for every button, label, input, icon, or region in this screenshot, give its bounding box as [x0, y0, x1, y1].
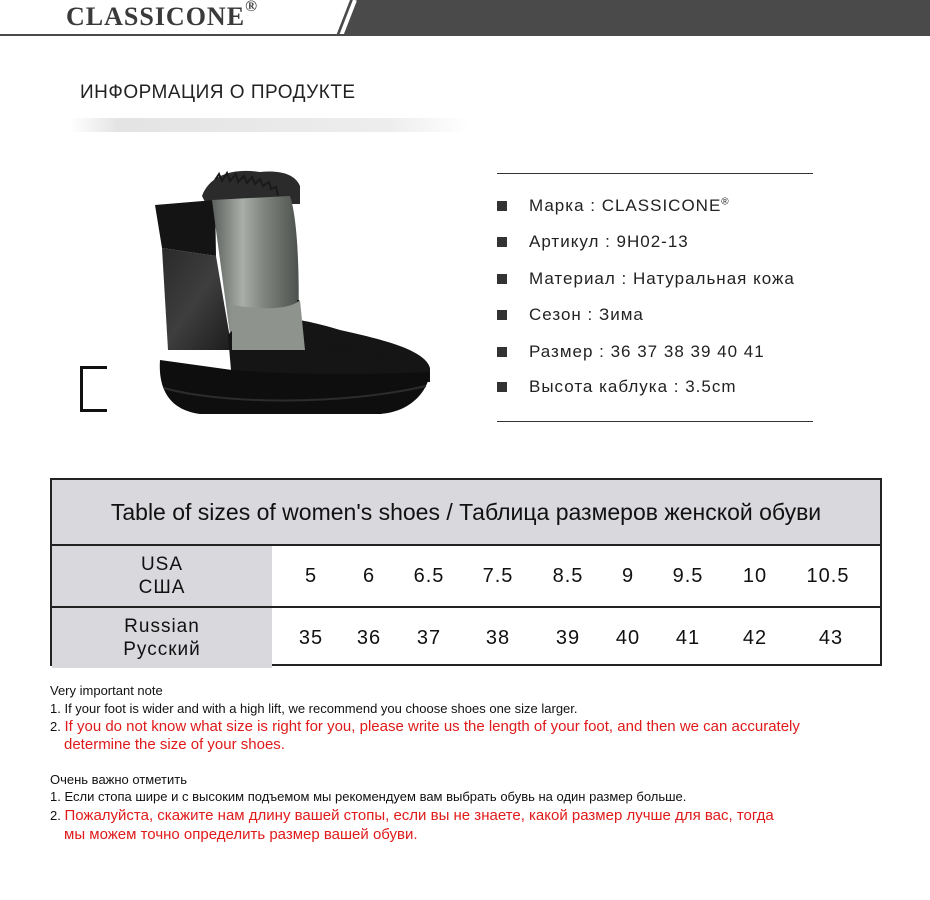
note-en-item-2: [50, 718, 800, 735]
brand-registered-mark: ®: [245, 0, 259, 16]
size-cell: 43: [818, 626, 844, 649]
row-label-russian-ru: Русский: [123, 639, 201, 660]
square-bullet-icon: [497, 274, 507, 284]
brand-name: CLASSICONE: [66, 2, 246, 31]
square-bullet-icon: [497, 347, 507, 357]
size-cell: 7.5: [482, 564, 514, 587]
spec-item-heel: [497, 375, 737, 399]
size-table: [50, 478, 882, 666]
section-title: ИНФОРМАЦИЯ О ПРОДУКТЕ: [80, 82, 356, 103]
size-cell: 39: [555, 626, 581, 649]
note-en-item-2-line-1: If you do not know what size is right for you, please write us the length of your foot, and then we can accurately: [64, 718, 800, 735]
spec-article-text: Артикул : 9H02-13: [529, 232, 689, 251]
size-cell: 6: [362, 564, 376, 587]
note-en-heading: Very important note: [50, 683, 163, 698]
title-underline: [70, 118, 470, 132]
square-bullet-icon: [497, 201, 507, 211]
spec-divider-bottom: [497, 421, 813, 422]
note-ru-heading: Очень важно отметить: [50, 772, 187, 787]
note-ru-item-2: [50, 807, 774, 824]
size-cell: 8.5: [552, 564, 584, 587]
size-row-russian: [52, 608, 880, 668]
row-label-usa: [52, 546, 272, 606]
size-row-usa: [52, 546, 880, 608]
size-cell: 9: [621, 564, 635, 587]
size-cell: 10.5: [806, 564, 850, 587]
brand-logo: [66, 2, 258, 32]
row-label-russian-en: Russian: [124, 616, 200, 637]
size-cell: 42: [742, 626, 768, 649]
spec-item-size: [497, 340, 765, 364]
note-ru-item-2-line-1: Пожалуйста, скажите нам длину вашей стопы, если вы не знаете, какой размер лучше для вас, тогда: [64, 807, 774, 824]
row-label-usa-en: USA: [140, 554, 184, 575]
size-cell: 5: [304, 564, 318, 587]
note-ru-item-2-line-2: мы можем точно определить размер вашей обуви.: [64, 826, 418, 843]
note-ru-item-2-number: 2.: [50, 808, 61, 823]
corner-bracket-decoration: [80, 366, 107, 412]
size-cell: 40: [615, 626, 641, 649]
size-cell: 41: [675, 626, 701, 649]
size-cell: 38: [485, 626, 511, 649]
square-bullet-icon: [497, 382, 507, 392]
size-cell: 37: [416, 626, 442, 649]
spec-item-brand: [497, 194, 730, 218]
spec-brand-text: Марка : CLASSICONE: [529, 196, 722, 215]
size-cell: 6.5: [413, 564, 445, 587]
size-cell: 10: [742, 564, 768, 587]
table-rule: [52, 544, 880, 546]
ankle-boot-photo: [140, 160, 440, 420]
size-cell: 35: [298, 626, 324, 649]
spec-item-season: [497, 303, 644, 327]
note-en-item-2-number: 2.: [50, 719, 61, 734]
header-bar: [0, 0, 930, 36]
square-bullet-icon: [497, 237, 507, 247]
row-label-usa-ru: США: [138, 577, 186, 598]
spec-material-text: Материал : Натуральная кожа: [529, 269, 795, 288]
note-en-item-2-line-2: determine the size of your shoes.: [64, 736, 285, 753]
spec-divider-top: [497, 173, 813, 174]
note-en-item-1: 1. If your foot is wider and with a high lift, we recommend you choose shoes one size larger.: [50, 701, 578, 716]
spec-season-text: Сезон : Зима: [529, 305, 644, 324]
spec-item-article: [497, 230, 689, 254]
size-cell: 36: [356, 626, 382, 649]
spec-heel-text: Высота каблука : 3.5cm: [529, 377, 737, 396]
note-ru-item-1: 1. Если стопа шире и с высоким подъемом мы рекомендуем вам выбрать обувь на один размер больше.: [50, 789, 687, 804]
size-cell: 9.5: [672, 564, 704, 587]
spec-brand-registered-mark: ®: [721, 196, 730, 208]
square-bullet-icon: [497, 310, 507, 320]
row-label-russian: [52, 608, 272, 668]
size-table-title: Table of sizes of women's shoes / Таблица размеров женской обуви: [52, 480, 880, 546]
spec-item-material: [497, 267, 795, 291]
spec-size-text: Размер : 36 37 38 39 40 41: [529, 342, 765, 361]
